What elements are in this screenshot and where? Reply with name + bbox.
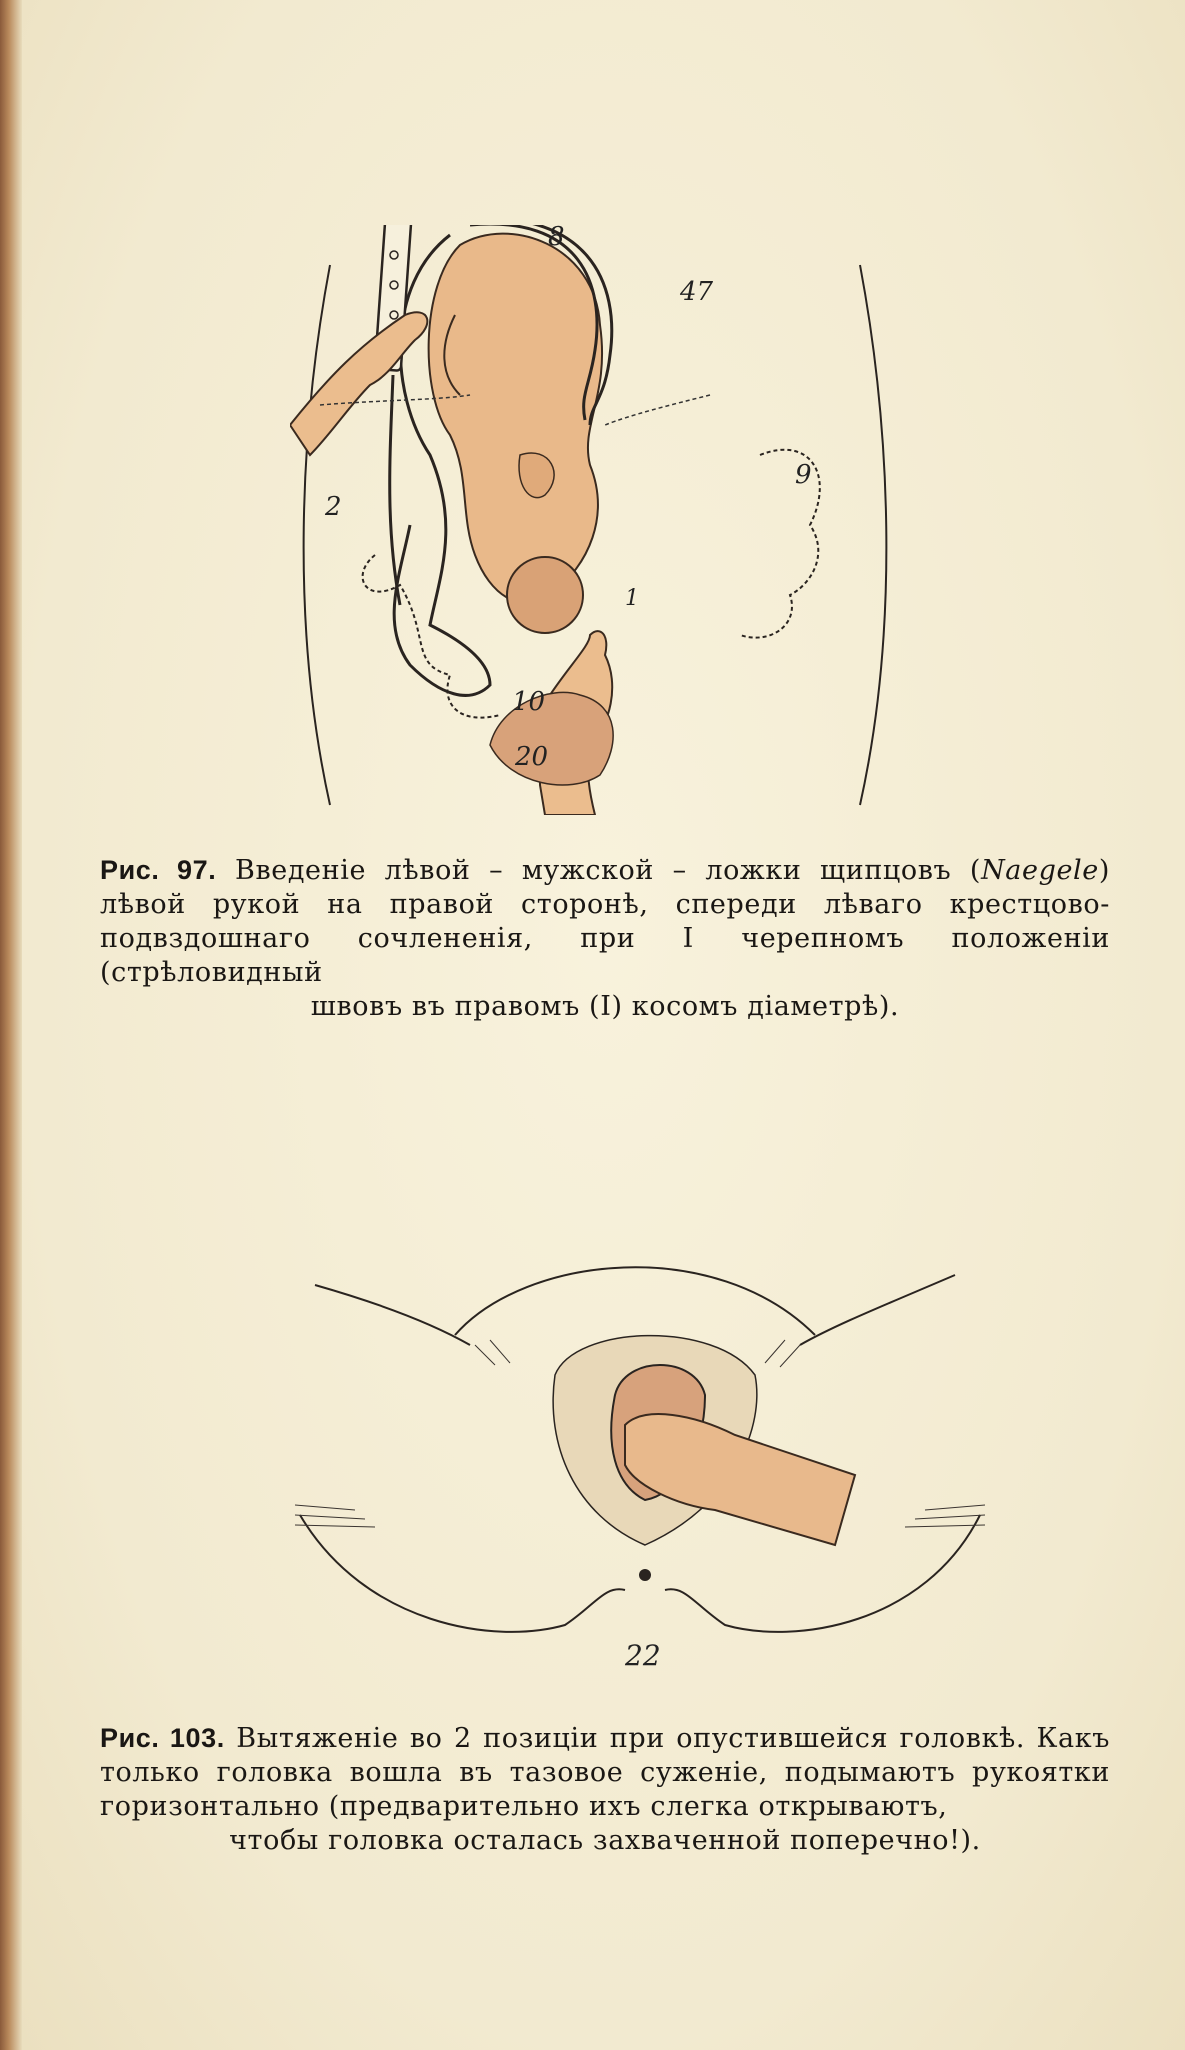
figure-label-2: 2 bbox=[325, 492, 342, 522]
caption-last-line-2: чтобы головка осталась захваченной поперечно!). bbox=[229, 1825, 981, 1856]
figure-label-22: 22 bbox=[625, 1639, 661, 1672]
book-spine-edge bbox=[0, 0, 22, 2050]
figure-97-illustration bbox=[290, 225, 930, 815]
figure-103-caption bbox=[100, 1721, 1110, 1858]
caption-text: Вытяженіе во 2 позиціи при опустившейся головкѣ. Какъ только головка вошла въ тазовое суженіе, подымаютъ рукоятки горизонтально (предварительно ихъ слегка открываютъ, bbox=[100, 1723, 1110, 1822]
figure-label-8: 8 bbox=[548, 225, 565, 252]
caption-last-line: швовъ въ правомъ (I) косомъ діаметрѣ). bbox=[310, 991, 900, 1022]
figure-label-1: 1 bbox=[625, 586, 639, 611]
figure-97-caption bbox=[100, 853, 1110, 1024]
caption-text-b: ) лѣвой рукой на правой сторонѣ, спереди лѣваго крестцово-подвздошнаго сочлененія, при I черепномъ положеніи (стрѣловидный bbox=[100, 855, 1110, 988]
anus-marker bbox=[639, 1569, 651, 1581]
caption-text-a: Введеніе лѣвой – мужской – ложки щипцовъ ( bbox=[216, 855, 982, 886]
figure-label-20: 20 bbox=[515, 742, 549, 772]
figure-label-9: 9 bbox=[795, 460, 812, 490]
caption-italic-name: Naegele bbox=[981, 855, 1099, 886]
figure-label-47: 47 bbox=[680, 277, 714, 307]
fetus-drawing bbox=[429, 234, 602, 633]
figure-97-number: Рис. 97. bbox=[100, 855, 217, 885]
figure-103-illustration bbox=[295, 1245, 985, 1690]
figure-label-10: 10 bbox=[512, 687, 546, 717]
figure-103-number: Рис. 103. bbox=[100, 1723, 225, 1753]
vulva-shape bbox=[490, 692, 613, 785]
